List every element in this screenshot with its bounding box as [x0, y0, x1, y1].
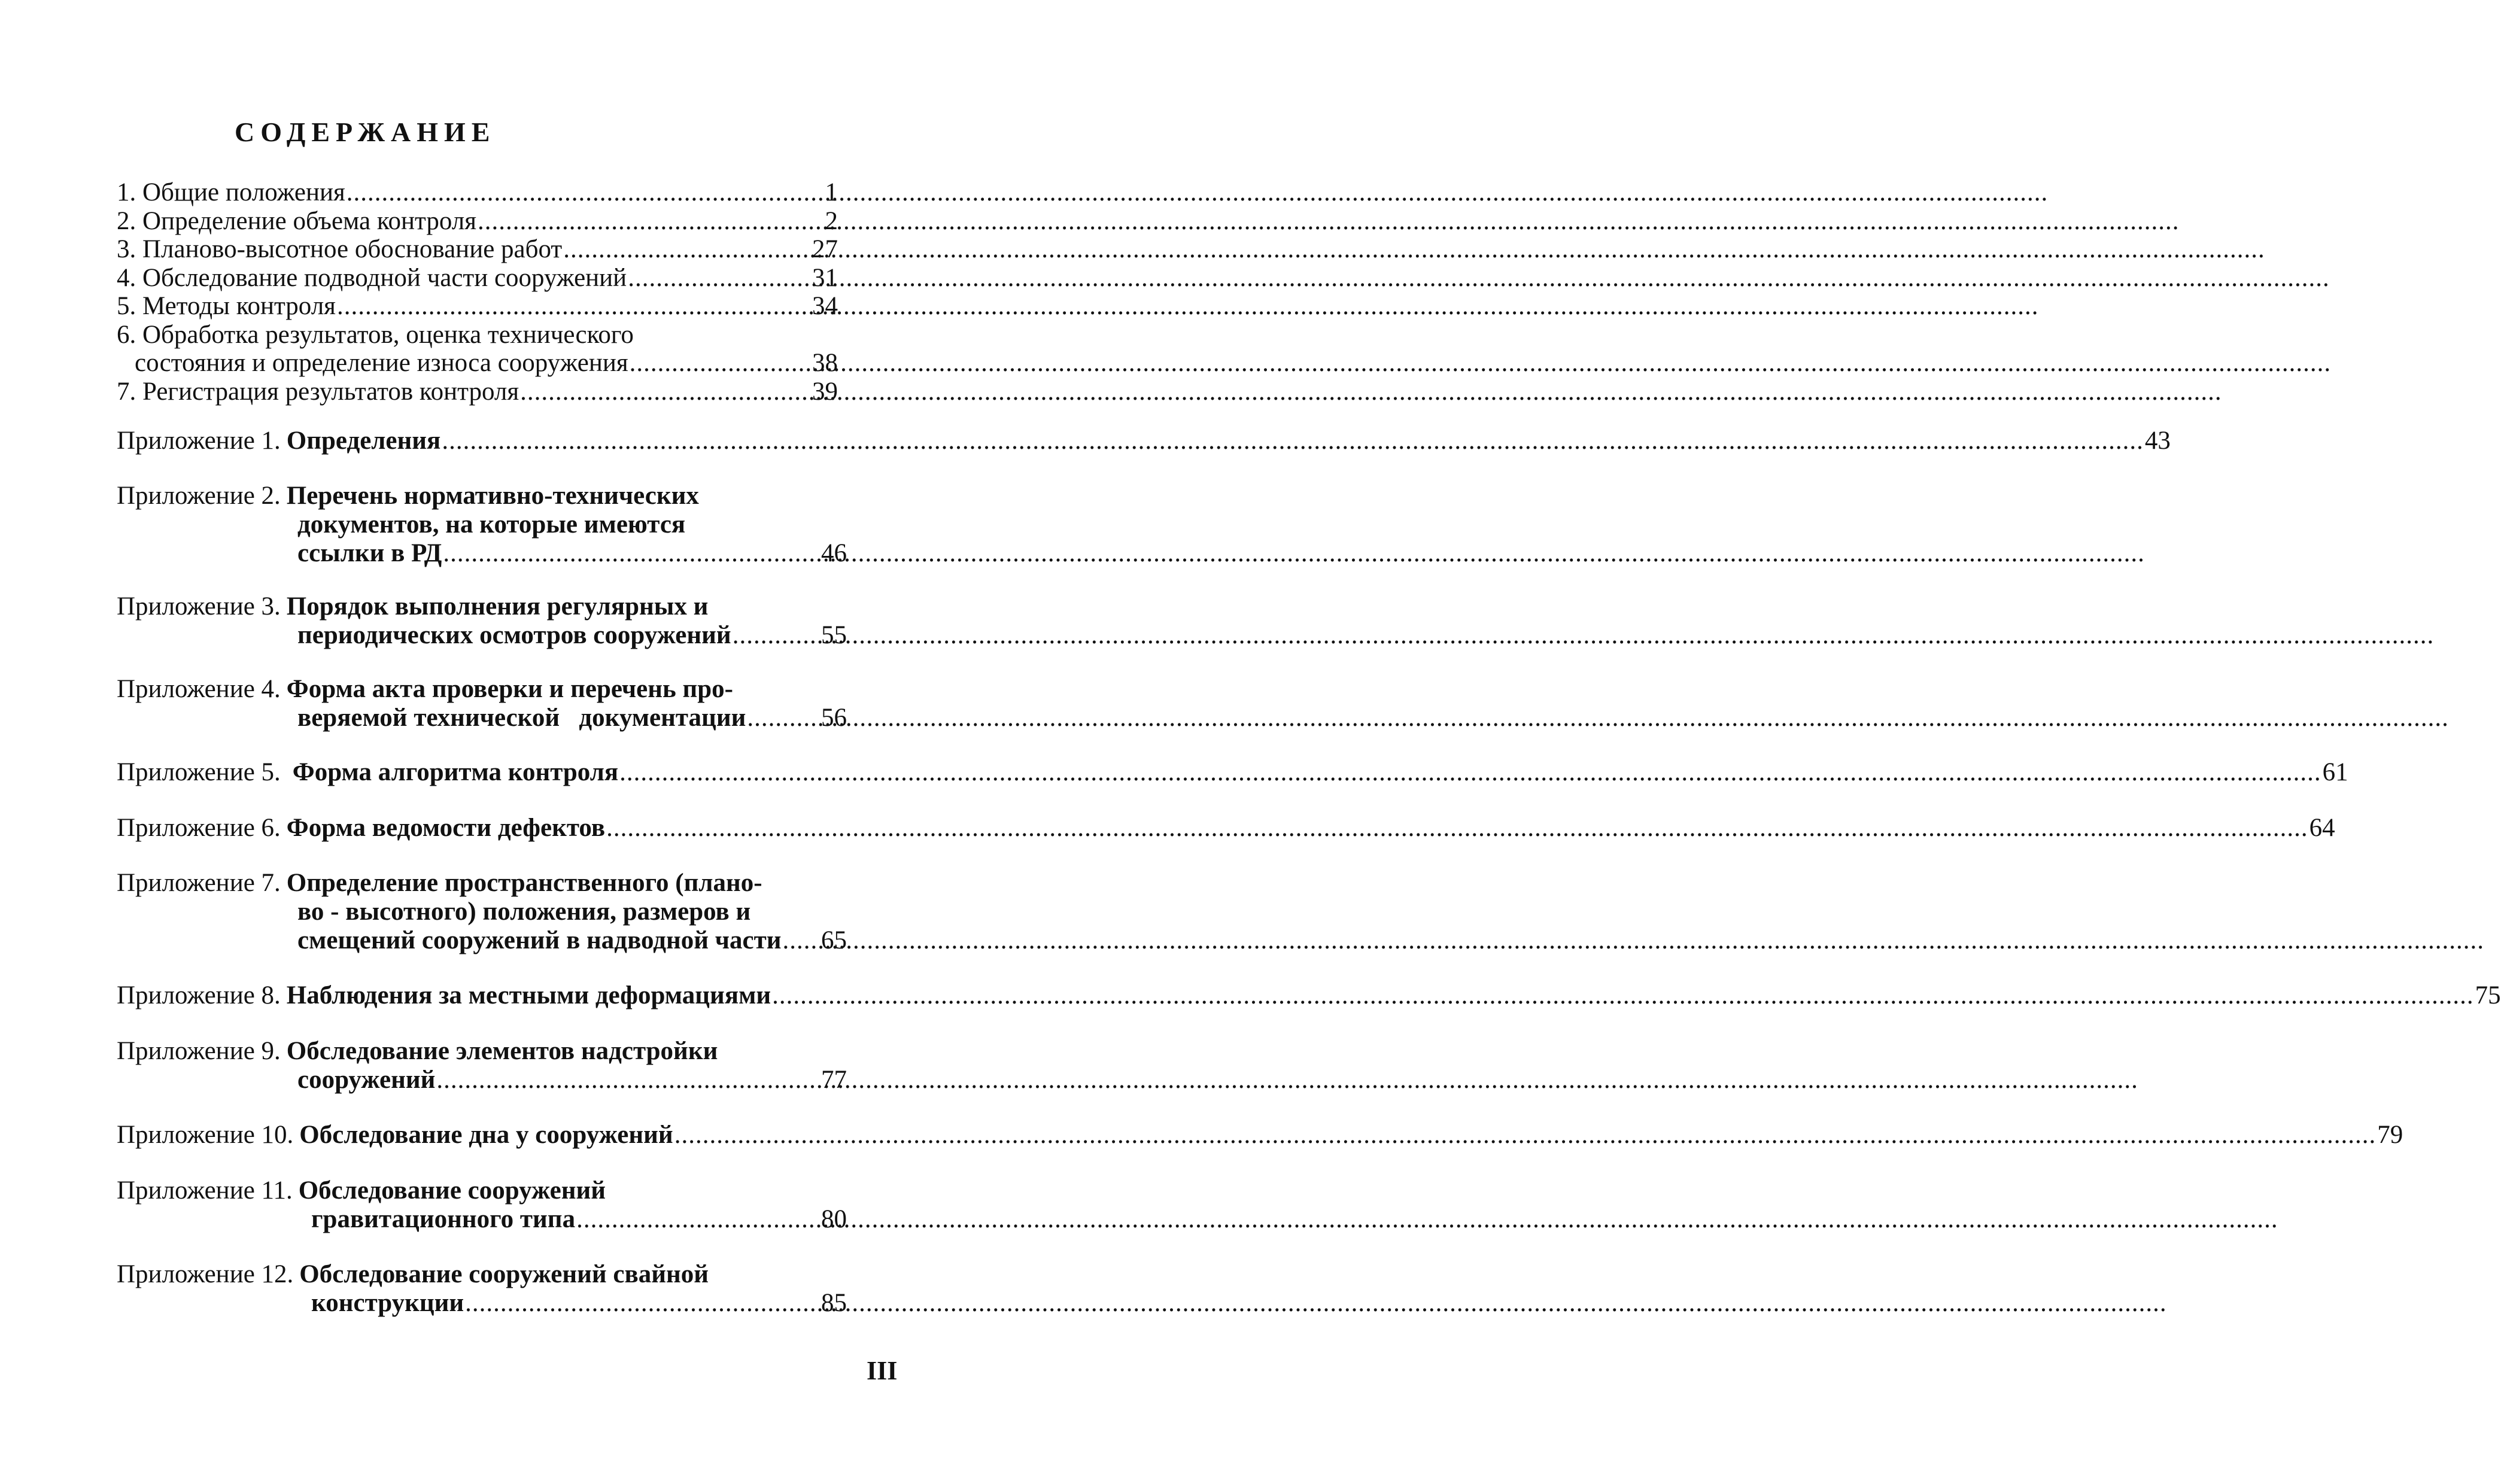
appendix-prefix: Приложение 8. — [117, 981, 281, 1009]
appendix-page: 55 — [821, 621, 847, 649]
appendix-prefix: Приложение 2. — [117, 482, 281, 510]
toc-entry-label: 6. Обработка результатов, оценка технического — [117, 320, 634, 349]
appendix-entry-7[interactable] — [117, 869, 847, 955]
toc-entry-page: 1 — [825, 178, 838, 206]
toc-entry[interactable] — [117, 264, 838, 293]
dot-leader — [520, 378, 811, 406]
dot-leader — [478, 207, 823, 236]
appendix-title-line: конструкции — [311, 1289, 464, 1317]
dot-leader — [619, 758, 2321, 787]
dot-leader — [443, 539, 820, 568]
dot-leader — [674, 1121, 2377, 1150]
appendix-title-line: ссылки в РД — [297, 539, 442, 567]
dot-leader — [436, 1066, 820, 1094]
toc-entry-page: 38 — [812, 349, 838, 377]
appendix-title-continuation — [117, 510, 847, 539]
appendix-title-line: Форма алгоритма контроля — [292, 758, 619, 786]
toc-entry-page: 31 — [812, 263, 838, 292]
dot-leader — [772, 981, 2474, 1010]
appendix-title-line: Перечень нормативно-технических — [286, 482, 699, 510]
dot-leader — [576, 1205, 820, 1234]
section-list — [117, 178, 838, 406]
appendix-entry-5[interactable] — [117, 758, 2348, 787]
page-number: III — [867, 1356, 898, 1385]
appendix-entry-4[interactable] — [117, 675, 847, 732]
toc-entry-label: 5. Методы контроля — [117, 292, 336, 320]
dot-leader — [337, 292, 811, 321]
appendix-title-continuation — [117, 539, 847, 568]
toc-entry-page: 27 — [812, 235, 838, 263]
appendix-title-line: Обследование сооружений — [298, 1176, 606, 1205]
toc-entry-page: 39 — [812, 377, 838, 406]
appendix-title-line: гравитационного типа — [311, 1205, 576, 1233]
appendix-entry-2[interactable] — [117, 482, 847, 568]
appendix-prefix: Приложение 5. — [117, 758, 281, 786]
appendix-title-line: Порядок выполнения регулярных и — [286, 592, 709, 621]
toc-entry-label: 2. Определение объема контроля — [117, 206, 477, 235]
appendix-page: 85 — [821, 1289, 847, 1317]
appendix-prefix: Приложение 11. — [117, 1176, 293, 1205]
appendix-prefix: Приложение 9. — [117, 1037, 281, 1065]
appendix-title-continuation — [117, 1066, 847, 1094]
appendix-entry-6[interactable] — [117, 814, 2335, 843]
dot-leader — [606, 814, 2308, 843]
dot-leader — [783, 926, 820, 955]
appendix-title-continuation — [117, 898, 847, 926]
toc-entry[interactable] — [117, 235, 838, 264]
dot-leader — [563, 235, 811, 264]
dot-leader — [442, 427, 2144, 455]
appendix-entry-12[interactable] — [117, 1260, 847, 1318]
appendix-title-continuation — [117, 621, 847, 650]
appendix-title-line: Наблюдения за местными деформациями — [286, 981, 771, 1009]
appendix-page: 56 — [821, 704, 847, 732]
appendix-title-continuation — [117, 704, 847, 732]
dot-leader — [628, 264, 811, 293]
appendix-page: 61 — [2322, 758, 2348, 786]
appendix-title-line: сооружений — [297, 1066, 436, 1094]
appendix-title-line: периодических осмотров сооружений — [297, 621, 731, 649]
appendix-title-continuation — [117, 1289, 847, 1318]
appendix-entry-3[interactable] — [117, 592, 847, 650]
appendix-title-line: Форма акта проверки и перечень про- — [286, 675, 733, 703]
appendix-prefix: Приложение 1. — [117, 427, 281, 455]
appendix-title-continuation — [117, 1205, 847, 1234]
appendix-title-continuation — [117, 926, 847, 955]
toc-entry-label: 4. Обследование подводной части сооружений — [117, 263, 627, 292]
appendix-page: 65 — [821, 926, 847, 954]
appendix-prefix: Приложение 12. — [117, 1260, 294, 1288]
appendix-title-line: Определения — [286, 427, 441, 455]
toc-entry-page: 34 — [812, 292, 838, 320]
page-title: СОДЕРЖАНИЕ — [235, 117, 496, 147]
appendix-title-line: Форма ведомости дефектов — [286, 814, 606, 842]
appendix-page: 46 — [821, 539, 847, 567]
toc-entry-label: 7. Регистрация результатов контроля — [117, 377, 519, 406]
appendix-page: 77 — [821, 1066, 847, 1094]
appendix-title-line: документов, на которые имеются — [297, 510, 686, 539]
appendix-page: 79 — [2377, 1121, 2403, 1149]
appendix-title-line: во - высотного) положения, размеров и — [297, 898, 751, 926]
appendix-title-line: смещений сооружений в надводной части — [297, 926, 782, 954]
appendix-prefix: Приложение 3. — [117, 592, 281, 621]
appendix-page: 64 — [2309, 814, 2335, 842]
dot-leader — [733, 621, 820, 650]
appendix-title-line: Обследование дна у сооружений — [299, 1121, 673, 1149]
dot-leader — [747, 704, 820, 732]
appendix-entry-8[interactable] — [117, 981, 2501, 1010]
dot-leader — [465, 1289, 820, 1318]
toc-entry-label: состояния и определение износа сооружения — [135, 349, 628, 377]
appendix-entry-10[interactable] — [117, 1121, 2403, 1150]
appendix-prefix: Приложение 6. — [117, 814, 281, 842]
appendix-entry-9[interactable] — [117, 1037, 847, 1094]
toc-entry-label: 3. Планово-высотное обоснование работ — [117, 235, 563, 263]
appendix-page: 80 — [821, 1205, 847, 1233]
appendix-title-line: Обследование элементов надстройки — [286, 1037, 718, 1065]
dot-leader — [347, 178, 824, 207]
appendix-page: 43 — [2144, 427, 2171, 455]
toc-entry[interactable] — [117, 292, 838, 321]
toc-entry-continuation[interactable] — [117, 349, 838, 378]
appendix-prefix: Приложение 7. — [117, 869, 281, 897]
appendix-entry-1[interactable] — [117, 427, 2171, 455]
appendix-entry-11[interactable] — [117, 1176, 847, 1234]
appendix-title-line: веряемой технической документации — [297, 704, 746, 732]
toc-entry[interactable] — [117, 321, 838, 349]
dot-leader — [630, 349, 811, 378]
appendix-title-line: Обследование сооружений свайной — [299, 1260, 709, 1288]
toc-entry-label: 1. Общие положения — [117, 178, 345, 206]
appendix-prefix: Приложение 10. — [117, 1121, 294, 1149]
appendix-title-line: Определение пространственного (плано- — [286, 869, 762, 897]
toc-entry-page: 2 — [825, 206, 838, 235]
appendix-prefix: Приложение 4. — [117, 675, 281, 703]
toc-entry[interactable] — [117, 178, 838, 207]
toc-entry[interactable] — [117, 207, 838, 236]
appendix-page: 75 — [2475, 981, 2501, 1009]
toc-entry[interactable] — [117, 378, 838, 406]
